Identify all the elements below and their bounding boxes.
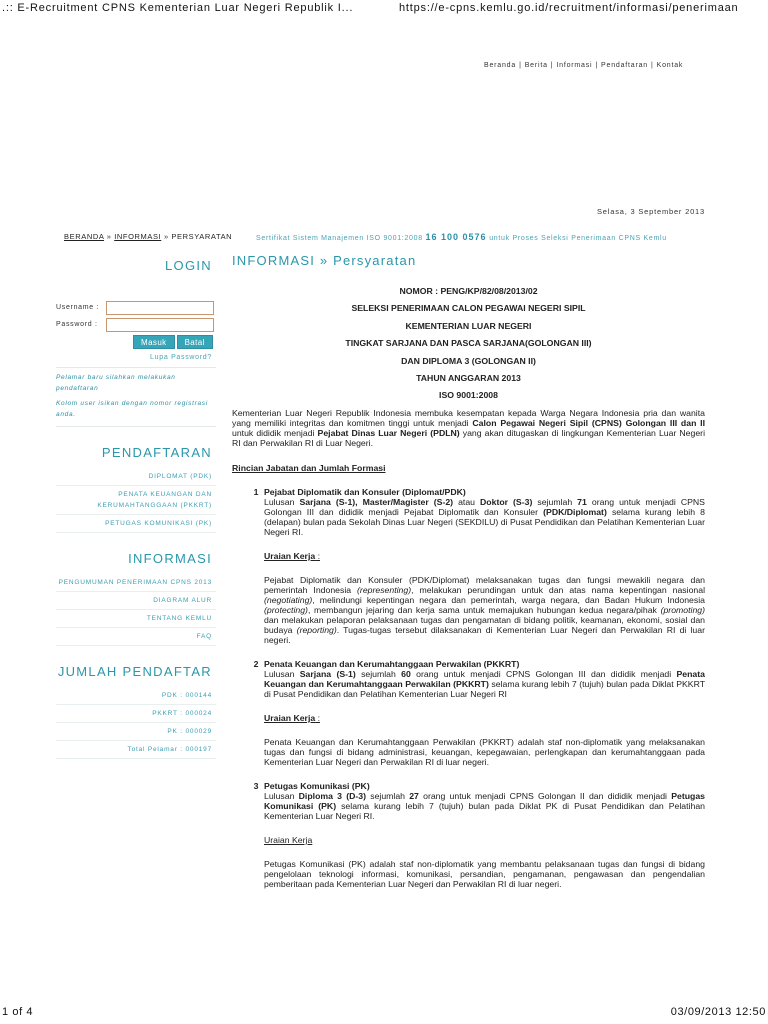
sidebar-item-pengumuman[interactable]: PENGUMUMAN PENERIMAAN CPNS 2013 [56,574,216,592]
intro-paragraph: Kementerian Luar Negeri Republik Indonesia membuka kesempatan kepada Warga Negara Indonesia pria dan wanita yang memiliki integritas dan komitmen tinggi untuk menjadi Calon Pegawai Negeri Sipil (CPNS) Golongan III dan II untuk dididik menjadi Pejabat Dinas Luar Negeri (PDLN) yang akan ditugaskan di lingkungan Kementerian Luar Negeri RI dan Perwakilan RI di Luar Negeri. [232,407,706,448]
nav-beranda-link[interactable]: Beranda [484,62,517,69]
sidebar-item-pkkrt[interactable]: PENATA KEUANGAN DAN KERUMAHTANGGAAN (PKKRT) [56,486,216,515]
jumlah-title: JUMLAH PENDAFTAR [57,664,212,679]
item-description: Petugas Komunikasi (PK) adalah staf non-diplomatik yang membantu pelaksanaan tugas dan fungsi di bidang pengelolaan teknologi informasi, komunikasi, persandian, pengamanan, pengawasan dan pengendalian pemberitaan pada Kementerian Luar Negeri dan Perwakilan RI di luar negeri. [264,858,705,889]
position-item [232,659,705,767]
sidebar-item-diplomat[interactable]: DIPLOMAT (PDK) [56,468,216,486]
informasi-title: INFORMASI [128,551,212,566]
item-title: Pejabat Diplomatik dan Konsuler (Diplomat/PDK) [264,486,466,497]
print-page-title: .:: E-Recruitment CPNS Kementerian Luar Negeri Republik I... [2,2,354,14]
announcement-line: KEMENTERIAN LUAR NEGERI [405,320,532,331]
announcement-header [232,286,705,401]
count-pdk: PDK : 000144 [56,687,216,705]
main-content [232,253,706,889]
count-total: Total Pelamar : 000197 [56,741,216,759]
uraian-kerja-heading: Uraian Kerja [264,834,313,845]
nav-kontak-link[interactable]: Kontak [656,62,684,69]
announcement-number: NOMOR : PENG/KP/82/08/2013/02 [399,286,538,296]
count-pk: PK : 000029 [56,723,216,741]
page-title: INFORMASI » Persyaratan [232,253,417,268]
item-requirement: Lulusan Sarjana (S-1), Master/Magister (S-2) atau Doktor (S-3) sejumlah 71 orang untuk menjadi CPNS Golongan III dan dididik menjadi Pejabat Diplomatik dan Konsuler (PDK/Diplomat) selama kurang lebih 8 (delapan) bulan pada Sekolah Dinas Luar Negeri (SEKDILU) di Pusat Pendidikan dan Pelatihan Kementerian Luar Negeri RI. [264,496,705,537]
rincian-heading: Rincian Jabatan dan Jumlah Formasi [232,462,386,473]
position-item [232,781,705,889]
announcement-line: ISO 9001:2008 [439,390,498,401]
pendaftaran-section [56,445,216,533]
username-input[interactable] [106,301,214,315]
breadcrumb-current: PERSYARATAN [171,232,233,241]
item-title: Petugas Komunikasi (PK) [264,780,370,791]
nav-pendaftaran-link[interactable]: Pendaftaran [601,62,648,69]
sidebar-item-faq[interactable]: FAQ [56,628,216,646]
print-footer [2,1006,766,1022]
print-page-count: 1 of 4 [2,1006,34,1018]
position-item [232,487,705,645]
uraian-kerja-heading: Uraian Kerja : [264,712,321,723]
announcement-line: TAHUN ANGGARAN 2013 [416,373,521,384]
item-number: 3 [253,780,259,791]
nav-berita-link[interactable]: Berita [524,62,548,69]
print-header [2,2,766,18]
username-note: Kolom user isikan dengan nomor registrasi anda. [56,400,208,418]
divider [56,367,216,368]
item-requirement: Lulusan Sarjana (S-1) sejumlah 60 orang untuk menjadi CPNS Golongan III dan dididik menjadi Penata Keuangan dan Kerumahtanggaan Perwakilan (PKKRT) selama kurang lebih 7 (tujuh) bulan pada Diklat PKKRT di Pusat Pendidikan dan Pelatihan Kementerian Luar Negeri RI [264,668,705,699]
announcement-line: DAN DIPLOMA 3 (GOLONGAN II) [401,355,536,366]
announcement-line: TINGKAT SARJANA DAN PASCA SARJANA(GOLONGAN III) [345,338,592,349]
breadcrumb-beranda-link[interactable]: BERANDA [64,232,105,241]
password-row [56,316,216,333]
iso-certificate-text: Sertifikat Sistem Manajemen ISO 9001:2008 16 100 0576 untuk Proses Seleksi Penerimaan CPNS Kemlu [256,232,667,242]
item-number: 1 [253,486,259,497]
jumlah-section [56,664,216,759]
register-note: Pelamar baru silahkan melakukan pendaftaran [56,374,176,392]
print-page-url: https://e-cpns.kemlu.go.id/recruitment/informasi/penerimaan [399,2,739,14]
breadcrumb: BERANDA » INFORMASI » PERSYARATAN [64,232,233,241]
login-button[interactable]: Masuk [133,335,175,349]
item-description: Penata Keuangan dan Kerumahtanggaan Perwakilan (PKKRT) adalah staf non-diplomatik yang melaksanakan tugas dan fungsi di bidang administrasi, keuangan, kepegawaian, perlengkapan dan kerumahtanggaan pada Kementerian Luar Negeri dan Perwakilan RI di luar negeri. [264,736,705,767]
username-label: Username : [56,304,100,311]
divider [56,426,216,427]
item-number: 2 [253,658,259,669]
sidebar-item-diagram-alur[interactable]: DIAGRAM ALUR [56,592,216,610]
username-row [56,299,216,316]
password-label: Password : [56,321,98,328]
item-description: Pejabat Diplomatik dan Konsuler (PDK/Diplomat) melaksanakan tugas dan fungsi mewakili negara dan pemerintah Indonesia (representing), melakukan perundingan untuk dan atas nama kepentingan nasional (negotiating), melindungi kepentingan negara dan pemerintah, warga negara, dan Badan Hukum Indonesia (protecting), membangun jejaring dan kerja sama untuk memajukan hubungan kedua negara/pihak (promoting) dan melakukan pelaporan pelaksanaan tugas dan pengamatan di bidang politik, keamanan, ekonomi, sosial dan budaya (reporting). Tugas-tugas tersebut dilaksanakan di Kementerian Luar Negeri dan Perwakilan RI di luar negeri. [264,574,705,645]
uraian-kerja-heading: Uraian Kerja : [264,550,321,561]
forgot-password-link[interactable]: Lupa Password? [150,354,212,361]
sidebar [56,258,216,759]
cancel-button[interactable]: Batal [177,335,213,349]
login-buttons [133,335,216,349]
informasi-section [56,551,216,646]
password-input[interactable] [106,318,214,332]
breadcrumb-informasi-link[interactable]: INFORMASI [114,232,162,241]
item-requirement: Lulusan Diploma 3 (D-3) sejumlah 27 orang untuk menjadi CPNS Golongan II dan dididik menjadi Petugas Komunikasi (PK) selama kurang lebih 7 (tujuh) bulan pada Diklat PK di Pusat Pendidikan dan Pelatihan Kementerian Luar Negeri RI. [264,790,705,821]
item-title: Penata Keuangan dan Kerumahtanggaan Perwakilan (PKKRT) [264,658,520,669]
pendaftaran-title: PENDAFTARAN [101,445,212,460]
print-datetime: 03/09/2013 12:50 [670,1006,766,1018]
top-navigation: Beranda | Berita | Informasi | Pendaftaran | Kontak [484,62,684,69]
count-pkkrt: PKKRT : 000024 [56,705,216,723]
nav-informasi-link[interactable]: Informasi [556,62,593,69]
sidebar-item-tentang-kemlu[interactable]: TENTANG KEMLU [56,610,216,628]
current-date: Selasa, 3 September 2013 [596,207,705,216]
announcement-line: SELEKSI PENERIMAAN CALON PEGAWAI NEGERI SIPIL [351,303,586,314]
sidebar-item-pk[interactable]: PETUGAS KOMUNIKASI (PK) [56,515,216,533]
login-title: LOGIN [165,258,212,273]
iso-certificate-number: 16 100 0576 [425,232,487,242]
